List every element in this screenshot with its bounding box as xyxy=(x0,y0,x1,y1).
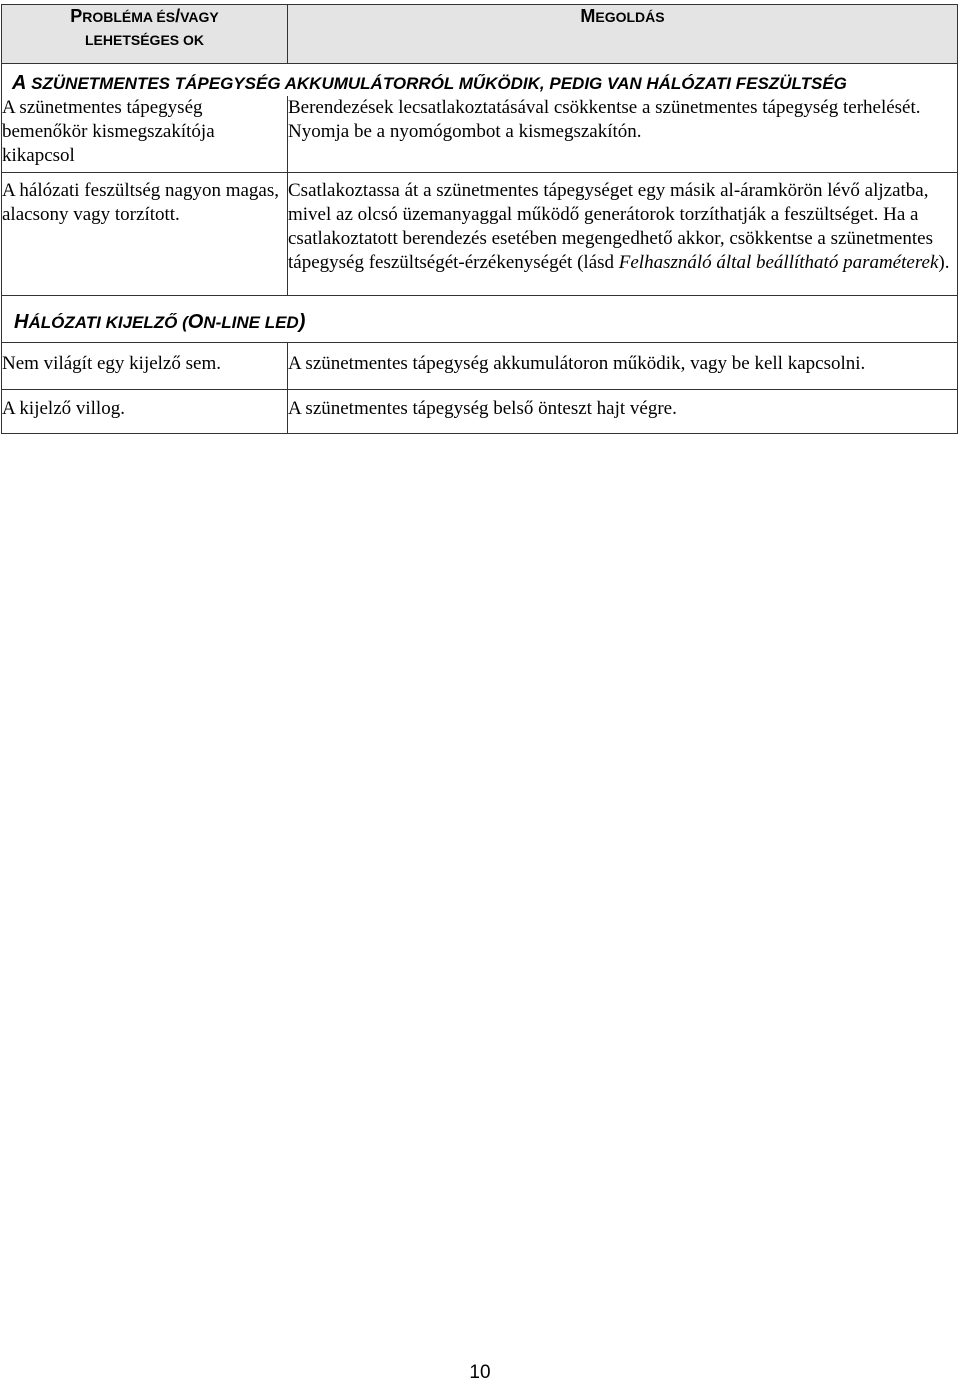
section-heading xyxy=(2,296,958,343)
header-problem-line2: LEHETSÉGES OK xyxy=(84,32,205,48)
table-row xyxy=(2,390,958,434)
problem-cell: A szünetmentes tápegység bemenőkör kismegszakítója kikapcsol xyxy=(2,96,288,173)
table-row xyxy=(2,96,958,173)
header-problem-tail: VAGY xyxy=(180,9,219,25)
solution-cell: A szünetmentes tápegység belső önteszt hajt végre. xyxy=(288,390,958,434)
section-heading-row xyxy=(2,64,958,97)
problem-cell: A hálózati feszültség nagyon magas, alacsony vagy torzított. xyxy=(2,173,288,296)
solution-text: Csatlakoztassa át a szünetmentes tápegységet egy másik al-áramkörön lévő aljzatba, mivel az olcsó üzemanyaggal működő generátorok torzíthatják a feszültséget. Ha a csatlakoztatott berendezés esetében megengedhető akkor, csökkentse a szünetmentes tápegység feszültségét-érzékenységét (lásd xyxy=(288,180,933,273)
header-problem-cap: P xyxy=(70,6,83,26)
solution-text-end: ). xyxy=(938,252,950,273)
section-heading-cap2: O xyxy=(187,311,204,333)
page-number: 10 xyxy=(469,1362,491,1383)
header-problem-line1 xyxy=(2,5,287,29)
solution-cell: A szünetmentes tápegység akkumulátoron működik, vagy be kell kapcsolni. xyxy=(288,343,958,390)
table-row xyxy=(2,343,958,390)
section-heading-text: SZÜNETMENTES TÁPEGYSÉG AKKUMULÁTORRÓL MŰKÖDIK, PEDIG VAN HÁLÓZATI FESZÜLTSÉG xyxy=(26,74,847,93)
table-row xyxy=(2,173,958,296)
header-problem-sep: / xyxy=(175,6,181,26)
table-header-row xyxy=(2,5,958,64)
solution-cell: Berendezések lecsatlakoztatásával csökkentse a szünetmentes tápegység terhelését. Nyomja be a nyomógombot a kismegszakítón. xyxy=(288,96,958,173)
troubleshooting-table xyxy=(1,4,958,434)
section-heading-cap: H xyxy=(14,311,29,333)
section-heading-text2: N-LINE LED xyxy=(203,313,299,332)
problem-cell: A kijelző villog. xyxy=(2,390,288,434)
section-reference: Felhasználó által beállítható paraméterek xyxy=(618,252,939,273)
section-heading-cap: A xyxy=(12,72,27,94)
header-problem xyxy=(2,5,288,64)
section-heading-row xyxy=(2,296,958,343)
section-heading xyxy=(2,64,958,97)
header-solution-cap: M xyxy=(580,6,596,26)
header-solution-rest: EGOLDÁS xyxy=(595,9,665,25)
header-problem-rest: ROBLÉMA ÉS xyxy=(82,9,176,25)
section-heading-text: ÁLÓZATI KIJELZŐ ( xyxy=(28,313,188,332)
problem-cell: Nem világít egy kijelző sem. xyxy=(2,343,288,390)
section-heading-end: ) xyxy=(298,311,306,333)
header-solution xyxy=(288,5,958,64)
solution-cell xyxy=(288,173,958,296)
